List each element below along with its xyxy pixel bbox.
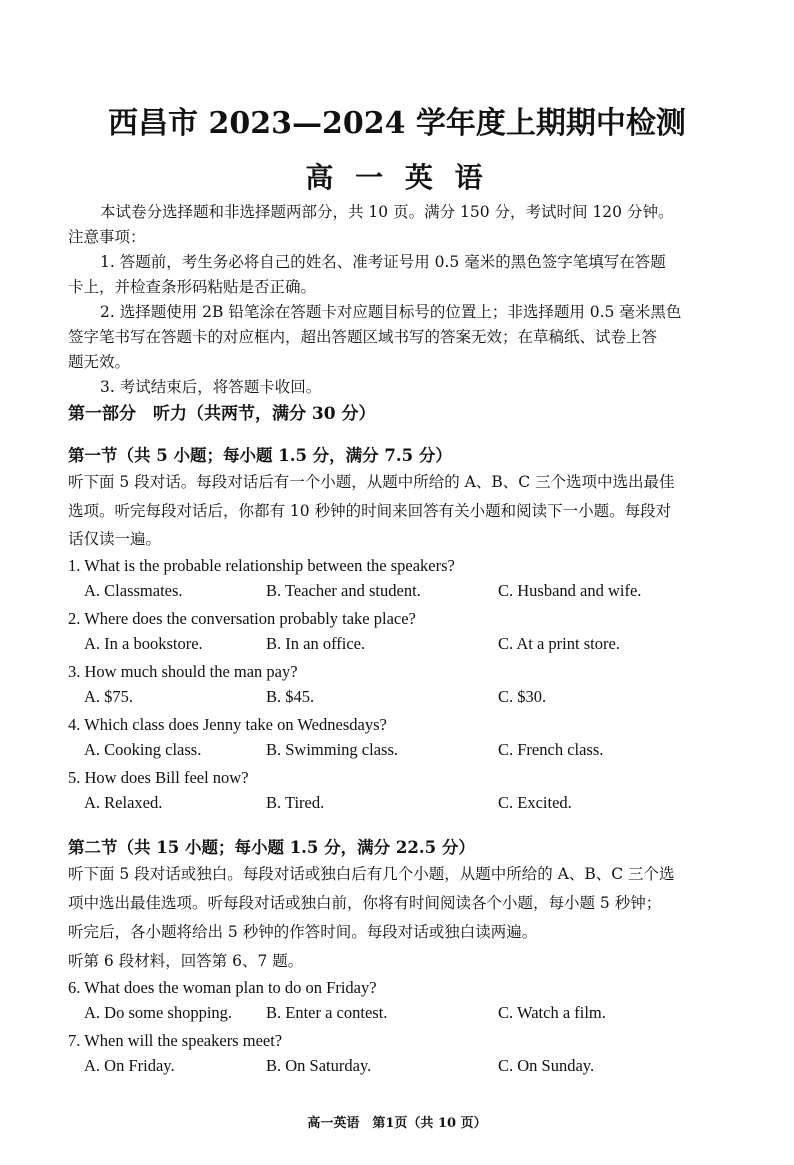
option-c: C. Watch a film. bbox=[498, 1003, 606, 1022]
option-a: A. $75. bbox=[84, 687, 134, 706]
option-c: C. French class. bbox=[498, 740, 604, 759]
section2 bbox=[68, 835, 708, 1081]
question-4-options bbox=[68, 737, 708, 765]
section1-instr-2: 选项。听完每段对话后，你都有 10 秒钟的时间来回答有关小题和阅读下一小题。每段对 bbox=[68, 502, 672, 520]
note-1-line-2: 卡上，并检查条形码粘贴是否正确。 bbox=[68, 278, 317, 296]
note-3: 3. 考试结束后，将答题卡收回。 bbox=[100, 378, 322, 396]
section2-instr-3: 听完后，各小题将给出 5 秒钟的作答时间。每段对话或独白读两遍。 bbox=[68, 923, 538, 941]
part1-heading: 第一部分 听力（共两节，满分 30 分） bbox=[68, 404, 376, 424]
note-2-line-3: 题无效。 bbox=[68, 353, 131, 371]
question-5: 5. How does Bill feel now? bbox=[68, 768, 249, 787]
note-2-line-1: 2. 选择题使用 2B 铅笔涂在答题卡对应题目标号的位置上；非选择题用 0.5 毫米黑色 bbox=[100, 303, 682, 321]
note-1-line-1: 1. 答题前，考生务必将自己的姓名、准考证号用 0.5 毫米的黑色签字笔填写在答题 bbox=[100, 253, 666, 271]
page-footer: 高一英语 第1页（共 10 页） bbox=[307, 1116, 487, 1131]
question-2-options bbox=[68, 631, 708, 659]
option-a: A. Cooking class. bbox=[84, 740, 202, 759]
question-3: 3. How much should the man pay? bbox=[68, 662, 298, 681]
option-b: B. In an office. bbox=[266, 634, 366, 653]
option-c: C. On Sunday. bbox=[498, 1056, 595, 1075]
section2-heading: 第二节（共 15 小题；每小题 1.5 分，满分 22.5 分） bbox=[68, 838, 475, 857]
section1-heading: 第一节（共 5 小题；每小题 1.5 分，满分 7.5 分） bbox=[68, 446, 452, 465]
option-b: B. Swimming class. bbox=[266, 740, 399, 759]
section2-instr-1: 听下面 5 段对话或独白。每段对话或独白后有几个小题，从题中所给的 A、B、C 三个选 bbox=[68, 865, 675, 883]
section2-instr-2: 项中选出最佳选项。听每段对话或独白前，你将有时间阅读各个小题，每小题 5 秒钟； bbox=[68, 894, 662, 912]
question-1: 1. What is the probable relationship between the speakers? bbox=[68, 556, 455, 575]
question-6-options bbox=[68, 1000, 708, 1028]
option-a: A. In a bookstore. bbox=[84, 634, 203, 653]
intro-text: 本试卷分选择题和非选择题两部分，共 10 页。满分 150 分，考试时间 120 分钟。 bbox=[100, 203, 674, 221]
option-b: B. Enter a contest. bbox=[266, 1003, 388, 1022]
question-6: 6. What does the woman plan to do on Friday? bbox=[68, 978, 377, 997]
note-2-line-2: 签字笔书写在答题卡的对应框内，超出答题区域书写的答案无效；在草稿纸、试卷上答 bbox=[68, 328, 658, 346]
question-7: 7. When will the speakers meet? bbox=[68, 1031, 283, 1050]
notes-label: 注意事项： bbox=[68, 228, 146, 246]
question-4: 4. Which class does Jenny take on Wednesdays? bbox=[68, 715, 387, 734]
option-a: A. Do some shopping. bbox=[84, 1003, 233, 1022]
option-b: B. $45. bbox=[266, 687, 315, 706]
exam-subject: 高 一 英 语 bbox=[305, 161, 489, 194]
section1-instr-1: 听下面 5 段对话。每段对话后有一个小题，从题中所给的 A、B、C 三个选项中选出最佳 bbox=[68, 473, 675, 491]
question-1-options bbox=[68, 578, 708, 606]
section1 bbox=[68, 443, 708, 818]
option-c: C. At a print store. bbox=[498, 634, 620, 653]
option-a: A. Relaxed. bbox=[84, 793, 163, 812]
question-5-options bbox=[68, 790, 708, 818]
exam-title: 西昌市 2023—2024 学年度上期期中检测 bbox=[108, 106, 686, 141]
option-c: C. Excited. bbox=[498, 793, 572, 812]
option-c: C. $30. bbox=[498, 687, 547, 706]
question-7-options bbox=[68, 1053, 708, 1081]
option-a: A. Classmates. bbox=[84, 581, 183, 600]
instructions bbox=[68, 200, 708, 400]
option-a: A. On Friday. bbox=[84, 1056, 175, 1075]
option-b: B. On Saturday. bbox=[266, 1056, 372, 1075]
option-b: B. Tired. bbox=[266, 793, 325, 812]
material-6-label: 听第 6 段材料，回答第 6、7 题。 bbox=[68, 952, 304, 970]
question-2: 2. Where does the conversation probably take place? bbox=[68, 609, 416, 628]
section1-instr-3: 话仅读一遍。 bbox=[68, 530, 162, 548]
question-3-options bbox=[68, 684, 708, 712]
option-c: C. Husband and wife. bbox=[498, 581, 642, 600]
option-b: B. Teacher and student. bbox=[266, 581, 421, 600]
